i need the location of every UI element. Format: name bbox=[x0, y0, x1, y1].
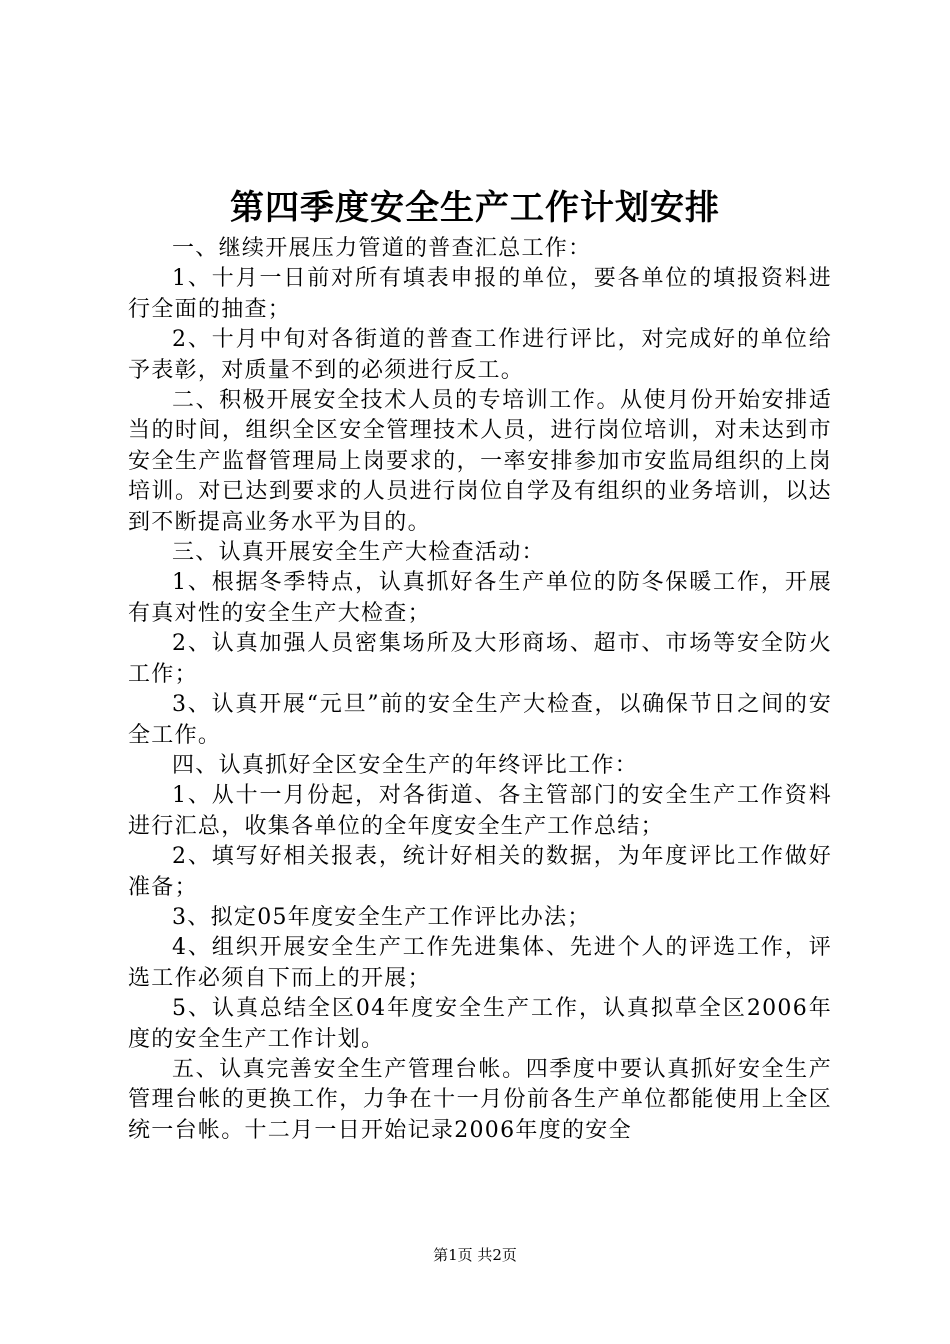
section-3-item-2: 2、认真加强人员密集场所及大形商场、超市、市场等安全防火工作； bbox=[128, 631, 832, 687]
section-3-heading: 三、认真开展安全生产大检查活动： bbox=[172, 540, 545, 566]
section-5-paragraph: 五、认真完善安全生产管理台帐。四季度中要认真抓好安全生产管理台帐的更换工作，力争在十一月份前各生产单位都能使用上全区统一台帐。十二月一日开始记录2006年度的安全 bbox=[128, 1056, 832, 1143]
section-4-item-2: 2、填写好相关报表，统计好相关的数据，为年度评比工作做好准备； bbox=[128, 844, 832, 900]
section-4-heading: 四、认真抓好全区安全生产的年终评比工作： bbox=[172, 752, 639, 778]
section-3-item-3: 3、认真开展“元旦”前的安全生产大检查，以确保节日之间的安全工作。 bbox=[128, 692, 832, 748]
document-title: 第四季度安全生产工作计划安排 bbox=[230, 188, 720, 228]
section-2-paragraph: 二、积极开展安全技术人员的专培训工作。从使月份开始安排适当的时间，组织全区安全管理技术人员，进行岗位培训，对未达到市安全生产监督管理局上岗要求的，一率安排参加市安监局组织的上岗培训。对已达到要求的人员进行岗位自学及有组织的业务培训，以达到不断提高业务水平为目的。 bbox=[128, 388, 832, 535]
document-body bbox=[128, 234, 832, 1146]
section-3-item-1: 1、根据冬季特点，认真抓好各生产单位的防冬保暖工作，开展有真对性的安全生产大检查； bbox=[128, 570, 832, 626]
section-4-item-5: 5、认真总结全区04年度安全生产工作，认真拟草全区2006年度的安全生产工作计划。 bbox=[128, 996, 832, 1052]
section-4-item-4: 4、组织开展安全生产工作先进集体、先进个人的评选工作，评选工作必须自下而上的开展； bbox=[128, 935, 832, 991]
section-1-item-1: 1、十月一日前对所有填表申报的单位，要各单位的填报资料进行全面的抽查； bbox=[128, 266, 832, 322]
section-4-item-1: 1、从十一月份起，对各街道、各主管部门的安全生产工作资料进行汇总，收集各单位的全年度安全生产工作总结； bbox=[128, 783, 832, 839]
section-4-item-3: 3、拟定05年度安全生产工作评比办法； bbox=[172, 904, 591, 930]
section-1-item-2: 2、十月中旬对各街道的普查工作进行评比，对完成好的单位给予表彰，对质量不到的必须进行反工。 bbox=[128, 327, 832, 383]
page-number-footer: 第1页 共2页 bbox=[433, 1246, 517, 1264]
section-1-heading: 一、继续开展压力管道的普查汇总工作： bbox=[172, 236, 592, 261]
